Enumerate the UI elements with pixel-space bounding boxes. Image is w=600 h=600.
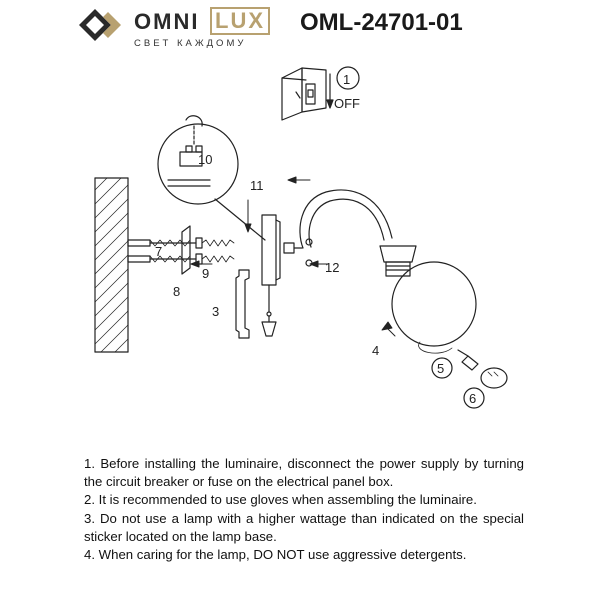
mounting-screws-icon xyxy=(196,238,234,264)
wall-plate-icon xyxy=(262,215,280,316)
wrench-icon xyxy=(236,270,249,338)
note-2: 2. It is recommended to use gloves when assembling the luminaire. xyxy=(84,492,477,508)
step-7-label: 7 xyxy=(155,244,163,259)
mounting-bracket-icon xyxy=(182,226,190,274)
brand-name-lux: LUX xyxy=(210,7,270,35)
step-9-label: 9 xyxy=(202,266,210,281)
step-8-label: 8 xyxy=(173,284,181,299)
step-markers xyxy=(155,72,476,406)
fixing-nuts-icon xyxy=(284,239,312,266)
model-code: OML-24701-01 xyxy=(300,9,463,36)
note-4: 4. When caring for the lamp, DO NOT use aggressive detergents. xyxy=(84,547,467,563)
step-5-label: 5 xyxy=(437,361,445,376)
pull-cord-icon xyxy=(262,316,276,336)
flexible-arm-icon xyxy=(300,190,392,248)
header xyxy=(0,0,600,60)
safety-notes xyxy=(84,455,524,564)
switch-off-label: OFF xyxy=(334,96,360,111)
note-3: 3. Do not use a lamp with a higher wattage than indicated on the special sticker located on the lamp base. xyxy=(84,510,524,544)
step-12-label: 12 xyxy=(325,260,340,275)
circuit-breaker-icon xyxy=(282,68,333,120)
step-4-label: 4 xyxy=(372,343,380,358)
installation-diagram-svg xyxy=(0,60,600,440)
brand-name-omni: OMNI xyxy=(134,9,200,34)
light-bulb-icon xyxy=(458,350,507,388)
step-10-label: 10 xyxy=(198,152,213,167)
step-11-label: 11 xyxy=(250,178,264,193)
note-1: 1. Before installing the luminaire, disconnect the power supply by turning the circuit breaker or fuse on the electrical panel box. xyxy=(84,456,524,490)
step-1-label: 1 xyxy=(343,72,351,87)
installation-diagram xyxy=(0,60,600,440)
terminal-block-detail xyxy=(158,116,265,240)
step-3-label: 3 xyxy=(212,304,220,319)
omnilux-logo-icon xyxy=(78,8,128,42)
step-6-label: 6 xyxy=(469,391,477,406)
brand-tagline: СВЕТ КАЖДОМУ xyxy=(134,38,247,49)
wall-icon xyxy=(95,178,128,352)
lampholder-icon xyxy=(380,246,416,276)
